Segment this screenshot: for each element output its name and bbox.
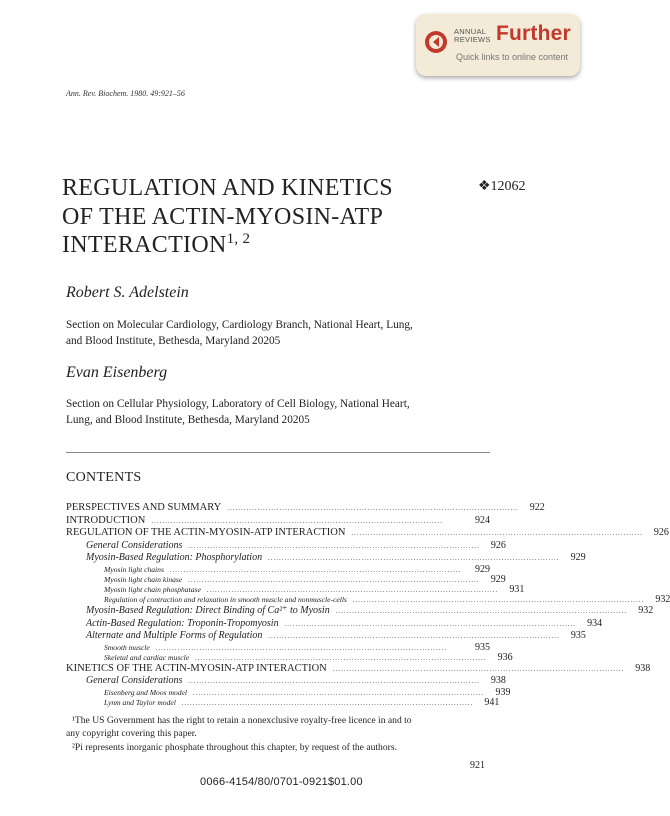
article-title: REGULATION AND KINETICS OF THE ACTIN-MYOSIN-ATP INTERACTION$^{1, 2}$ [62,175,393,258]
page-number: 921 [470,760,485,771]
author-name: Evan Eisenberg [66,364,168,381]
toc-entry[interactable]: Alternate and Multiple Forms of Regulation .......................................................................................................... 935 [86,630,586,642]
toc-entry[interactable]: General Considerations .......................................................................................................... 938 [86,675,506,687]
article-code: ❖12062 [478,179,526,194]
annual-reviews-logo-icon [424,30,448,54]
toc-entry[interactable]: Myosin light chain phosphatase .......................................................................................................... 931 [104,583,525,595]
toc-entry[interactable]: Myosin light chains .......................................................................................................... 929 [104,563,490,575]
toc-entry[interactable]: INTRODUCTION .......................................................................................................... 924 [66,514,490,526]
footnote-1: ¹The US Government has the right to retain a nonexclusive royalty-free licence in and to any copyright covering this paper. [66,715,412,739]
toc-entry[interactable]: Myosin-Based Regulation: Phosphorylation .......................................................................................................... 929 [86,552,586,564]
toc-entry[interactable]: Eisenberg and Moos model .......................................................................................................... 939 [104,686,511,698]
price-code: 0066-4154/80/0701-0921$01.00 [200,776,363,788]
journal-citation: Ann. Rev. Biochem. 1980. 49:921–56 [66,89,185,98]
toc-entry[interactable]: Lynm and Taylor model .......................................................................................................... 941 [104,696,500,708]
title-footnote-refs[interactable]: 1, 2 [226,231,251,247]
author-affiliation: Section on Cellular Physiology, Laboratory of Cell Biology, National Heart, Lung, and Blood Institute, Bethesda, Maryland 20205 [66,398,410,426]
toc-entry[interactable]: Myosin-Based Regulation: Direct Binding of Ca²⁺ to Myosin .......................................................................................................... 932 [86,604,654,616]
toc-entry[interactable]: Skeletal and cardiac muscle .......................................................................................................... 936 [104,651,513,663]
toc-entry[interactable]: Actin-Based Regulation: Troponin-Tropomyosin .......................................................................................................... 934 [86,617,603,629]
toc-entry[interactable]: Smooth muscle .......................................................................................................... 935 [104,641,490,653]
toc-entry[interactable]: Myosin light chain kinase .......................................................................................................... 929 [104,573,506,585]
quick-links-label: Quick links to online content [456,52,569,62]
footnote-2: ²Pi represents inorganic phosphate throughout this chapter, by request of the authors. [72,742,397,753]
toc-entry[interactable]: REGULATION OF THE ACTIN-MYOSIN-ATP INTERACTION .......................................................................................................... 926 [66,527,669,539]
annual-reviews-further-banner[interactable] [416,14,580,76]
toc-entry[interactable]: General Considerations .......................................................................................................... 926 [86,539,506,551]
contents-heading: CONTENTS [66,470,142,485]
section-divider [66,452,490,453]
author-name: Robert S. Adelstein [66,284,189,301]
toc-entry[interactable]: KINETICS OF THE ACTIN-MYOSIN-ATP INTERACTION .......................................................................................................... 938 [66,662,651,674]
toc-entry[interactable]: PERSPECTIVES AND SUMMARY .......................................................................................................... 922 [66,502,545,513]
author-affiliation: Section on Molecular Cardiology, Cardiology Branch, National Heart, Lung, and Blood Institute, Bethesda, Maryland 20205 [66,319,413,347]
toc-entry[interactable]: Regulation of contraction and relaxation in smooth muscle and nonmuscle-cells .......................................................................................................... 932 [104,593,670,605]
annual-reviews-wordmark: ANNUAL REVIEWS [454,27,491,44]
further-label: Further [496,22,571,45]
table-of-contents [66,502,670,708]
